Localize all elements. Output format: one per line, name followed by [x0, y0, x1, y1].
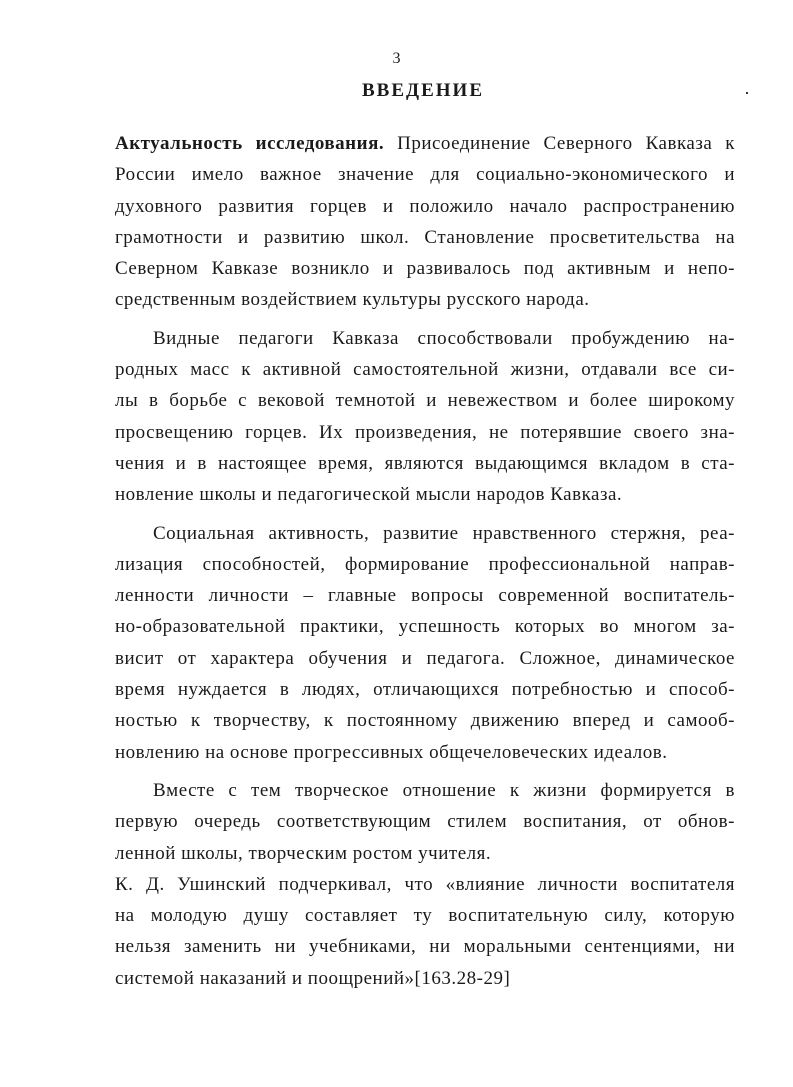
text-line: лизация способностей, формирование профессиональной направ-: [115, 553, 735, 575]
paragraph-ushinsky-quote: [115, 869, 735, 994]
text-line: Вместе с тем творческое отношение к жизни формируется в: [153, 779, 735, 801]
text-line: ностью к творчеству, к постоянному движению вперед и самооб-: [115, 710, 735, 732]
text-line: на молодую душу составляет ту воспитательную силу, которую: [115, 905, 735, 927]
document-body: [115, 128, 735, 994]
text-line: лы в борьбе с вековой темнотой и невежеством и более широкому: [115, 390, 735, 412]
section-heading: ВВЕДЕНИЕ: [362, 80, 484, 101]
text-line: К. Д. Ушинский подчеркивал, что «влияние личности воспитателя: [115, 873, 735, 895]
paragraph-relevance: [115, 128, 735, 316]
text-line: новлению на основе прогрессивных общечеловеческих идеалов.: [115, 741, 668, 763]
text-line: духовного развития горцев и положило начало распространению: [115, 195, 735, 217]
text-line: время нуждается в людях, отличающихся потребностью и способ-: [115, 679, 735, 701]
text-line: Социальная активность, развитие нравственного стержня, реа-: [153, 522, 735, 544]
text-line: первую очередь соответствующим стилем воспитания, от обнов-: [115, 811, 735, 833]
text-line: Видные педагоги Кавказа способствовали пробуждению на-: [153, 327, 735, 349]
text-line: нельзя заменить ни учебниками, ни моральными сентенциями, ни: [115, 936, 735, 958]
text-line: [115, 128, 735, 159]
line-text: Присоединение Северного Кавказа к: [384, 133, 735, 154]
text-line: но-образовательной практики, успешность которых во многом за-: [115, 616, 735, 638]
text-line: средственным воздействием культуры русского народа.: [115, 289, 590, 311]
text-line: системой наказаний и поощрений»[163.28-29]: [115, 967, 511, 989]
paragraph-creative-attitude: [115, 775, 735, 869]
text-line: ленной школы, творческим ростом учителя.: [115, 842, 492, 864]
text-line: просвещению горцев. Их произведения, не потерявшие своего зна-: [115, 421, 735, 443]
text-line: грамотности и развитию школ. Становление просветительства на: [115, 226, 735, 248]
text-line: висит от характера обучения и педагога. Сложное, динамическое: [115, 647, 735, 669]
text-line: ленности личности – главные вопросы современной воспитатель-: [115, 585, 735, 607]
lead-heading: Актуальность исследования.: [115, 133, 385, 154]
text-line: новление школы и педагогической мысли народов Кавказа.: [115, 484, 623, 506]
paragraph-educators: [115, 323, 735, 511]
text-line: родных масс к активной самостоятельной жизни, отдавали все си-: [115, 359, 735, 381]
text-line: Северном Кавказе возникло и развивалось под активным и непо-: [115, 258, 735, 280]
paragraph-social-activity: [115, 518, 735, 768]
page-number: 3: [392, 50, 401, 67]
scan-speck: [746, 92, 748, 94]
text-line: чения и в настоящее время, являются выдающимся вкладом в ста-: [115, 452, 735, 474]
text-line: России имело важное значение для социально-экономического и: [115, 164, 735, 186]
